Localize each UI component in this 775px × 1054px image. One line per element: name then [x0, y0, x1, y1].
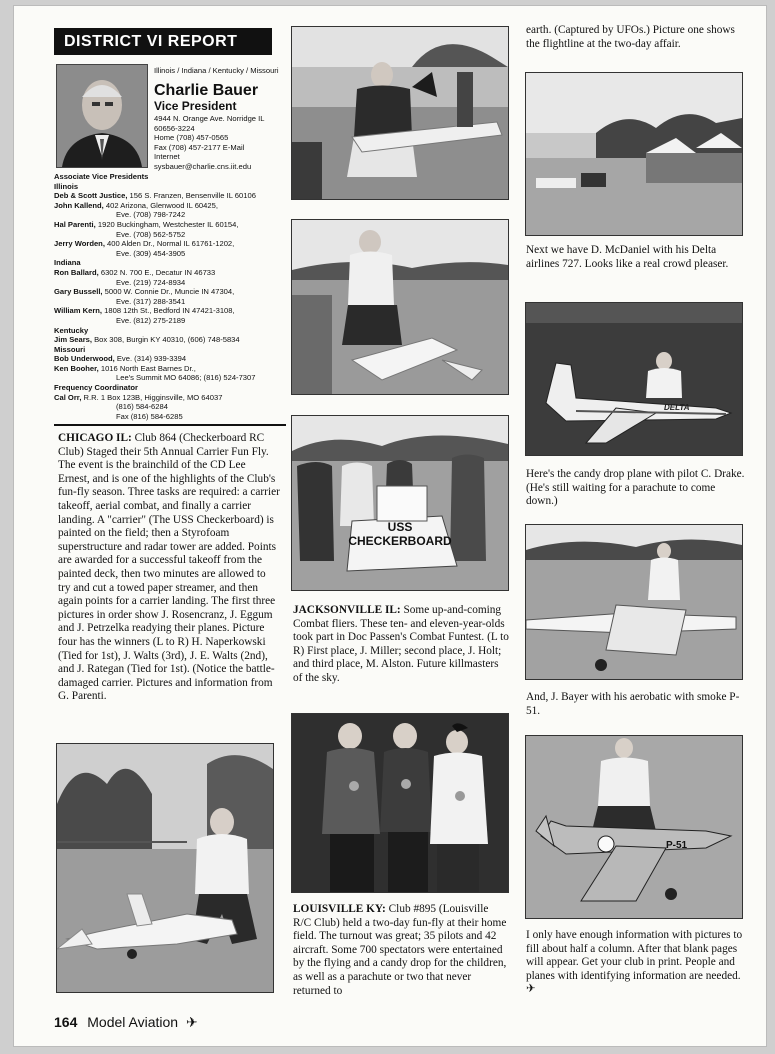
associate-vps	[54, 172, 286, 421]
vp-title: Vice President	[154, 99, 237, 113]
associate-name: Ken Booher,	[54, 363, 99, 373]
photo-eggum	[291, 219, 509, 395]
associate-line	[54, 268, 286, 278]
closing-body: I only have enough information with pictures to fill about half a column. After that blank pages will appear. Get your club in print. People and planes with identifying information are needed.	[526, 929, 743, 982]
chicago-article	[58, 432, 280, 704]
vp-states: Illinois / Indiana / Kentucky / Missouri	[154, 66, 279, 75]
jacksonville-article	[293, 604, 509, 686]
associate-detail: (816) 584-6284	[116, 402, 168, 412]
delta-label: DELTA	[664, 403, 690, 412]
associate-detail: 1808 12th St., Bedford IN 47421-3108,	[102, 306, 235, 316]
associate-state-heading: Missouri	[54, 344, 86, 354]
p51-label: P-51	[666, 840, 688, 851]
associate-detail: 156 S. Franzen, Bensenville IL 60106	[127, 191, 256, 201]
associate-name: Ron Ballard,	[54, 267, 99, 277]
plane-icon: ✈	[185, 1014, 198, 1030]
magazine-title: Model Aviation	[87, 1014, 179, 1030]
associate-name: Jerry Worden,	[54, 239, 105, 249]
photo-rosencranz	[291, 26, 509, 200]
associate-detail: Eve. (812) 275-2189	[116, 315, 186, 325]
associate-line	[54, 278, 286, 288]
associate-state-heading: Indiana	[54, 258, 81, 268]
associate-detail: Eve. (314) 939-3394	[114, 354, 187, 364]
associate-detail: 1016 North East Barnes Dr.,	[98, 363, 196, 373]
chicago-lead: CHICAGO IL:	[58, 432, 132, 444]
magazine-page	[14, 6, 766, 1046]
associate-line	[54, 402, 286, 412]
carrier-text-1: USS	[387, 520, 413, 534]
photo-uss-checkerboard	[291, 415, 509, 591]
louisville-article	[293, 903, 509, 998]
associate-line	[54, 335, 286, 345]
associate-name: William Kern,	[54, 306, 103, 316]
associate-line	[54, 201, 286, 211]
divider-rule	[54, 424, 286, 426]
candy-caption: Here's the candy drop plane with pilot C. Drake. (He's still waiting for a parachute to come down.)	[526, 468, 745, 508]
associate-line	[54, 239, 286, 249]
associate-line	[54, 287, 286, 297]
associate-line	[54, 297, 286, 307]
vp-address-1: 4944 N. Orange Ave. Norridge IL	[154, 114, 265, 123]
vp-email[interactable]: sysbauer@charlie.cns.iit.edu	[154, 161, 252, 171]
associate-state-heading: Kentucky	[54, 325, 89, 335]
photo-pilot-with-plane	[56, 743, 274, 993]
associate-state-heading: Frequency Coordinator	[54, 383, 138, 393]
associate-detail: R.R. 1 Box 123B, Higginsville, MO 64037	[81, 392, 223, 402]
associate-detail: Eve. (708) 798-7242	[116, 210, 186, 220]
mcdaniel-caption: Next we have D. McDaniel with his Delta airlines 727. Looks like a real crowd pleaser.	[526, 244, 729, 270]
associate-detail: Fax (816) 584-6285	[116, 411, 183, 421]
photo-combat-kids	[291, 713, 509, 893]
photo-flightline	[525, 72, 743, 236]
associate-name: Bob Underwood,	[54, 354, 115, 364]
jacksonville-body: Some up-and-coming Combat fliers. These ten- and eleven-year-olds took part in Doc Passen's Combat Funtest. (L to R) First place, J. Miller; second place, J. Holt; and third place, M. Alston. Future killmasters of the sky.	[293, 604, 509, 684]
associate-line	[54, 354, 286, 364]
associate-detail: 5000 W. Connie Dr., Muncie IN 47304,	[102, 287, 235, 297]
associate-detail: 6302 N. 700 E., Decatur IN 46733	[98, 267, 216, 277]
louisville-body: Club #895 (Louisville R/C Club) held a two-day fun-fly at their home field. The turnout was great; 35 pilots and 42 aircraft. Some 700 spectators were entertained by the flying and a candy drop for the children, as well as a parachute or two that never returned to	[293, 903, 507, 997]
carrier-text-2: CHECKERBOARD	[348, 534, 452, 548]
associate-name: Jim Sears,	[54, 335, 92, 345]
associate-state-heading: Illinois	[54, 181, 79, 191]
associate-name: Hal Parenti,	[54, 219, 96, 229]
associate-detail: Eve. (219) 724-8934	[116, 277, 186, 287]
associates-list	[54, 182, 286, 422]
photo-p51	[525, 735, 743, 919]
associate-detail: Box 308, Burgin KY 40310, (606) 748-5834	[92, 335, 240, 345]
page-number: 164	[54, 1014, 78, 1030]
chicago-body: Club 864 (Checkerboard RC Club) Staged their 5th Annual Carrier Fun Fly. The event is the brainchild of the CD Lee Ernest, and is one of the highlights of the Club's fun-fly season. Three tasks are required: a carrier takeoff, aerial combat, and finally a carrier landing. A "carrier" (The USS Checkerboard) is painted on the field; then a Styrofoam superstructure and radar tower are added. Points are awarded for a successful takeoff from the painted deck, then two minutes are allowed to try and cut a towed paper streamer, and then again points for a carrier landing. The first three pictures in order show J. Rosencranz, J. Eggum and J. Petrzelka readying their planes. Picture four has the winners (L to R) H. Naperkowski (Tied for 1st), J. Walts (3rd), J. E. Walts (2nd), and J. Rategan (Tied for 1st). (Notice the battle-damaged carrier. Pictures and information from G. Parenti.	[58, 432, 280, 703]
associate-line	[54, 249, 286, 259]
associate-line	[54, 210, 286, 220]
associate-name: Cal Orr,	[54, 392, 82, 402]
photo-delta-727	[525, 302, 743, 456]
associate-line	[54, 306, 286, 316]
associate-name: Gary Bussell,	[54, 287, 103, 297]
jacksonville-lead: JACKSONVILLE IL:	[293, 604, 401, 616]
associate-detail: 402 Arizona, Glenwood IL 60425,	[103, 200, 218, 210]
vp-address-2: 60656-3224	[154, 123, 195, 133]
associate-detail: Lee's Summit MO 64086; (816) 524-7307	[116, 373, 256, 383]
closing-plane-icon: ✈	[526, 983, 536, 996]
closing-text	[526, 929, 748, 997]
associate-name: John Kallend,	[54, 200, 104, 210]
associate-detail: 1920 Buckingham, Westchester IL 60154,	[95, 219, 239, 229]
associate-name: Deb & Scott Justice,	[54, 191, 128, 201]
associate-line	[54, 230, 286, 240]
vp-home-phone: Home (708) 457-0565	[154, 133, 229, 143]
associate-line	[54, 191, 286, 201]
vp-contact	[154, 114, 288, 172]
associate-detail: Eve. (708) 562-5752	[116, 229, 186, 239]
louisville-lead: LOUISVILLE KY:	[293, 903, 386, 915]
vp-fax: Fax (708) 457-2177 E-Mail	[154, 142, 245, 152]
associates-heading: Associate Vice Presidents	[54, 172, 149, 181]
associate-line	[54, 373, 286, 383]
associate-detail: 400 Alden Dr., Normal IL 61761-1202,	[104, 239, 235, 249]
louisville-continued: earth. (Captured by UFOs.) Picture one shows the flightline at the two-day affair.	[526, 24, 735, 50]
page-footer	[54, 1014, 198, 1031]
vp-internet: Internet	[154, 152, 180, 162]
photo-candy-drop-plane	[525, 524, 743, 680]
bayer-caption: And, J. Bayer with his aerobatic with smoke P-51.	[526, 691, 740, 717]
vp-name: Charlie Bauer	[154, 82, 259, 99]
associate-line	[54, 220, 286, 230]
associate-line	[54, 316, 286, 326]
section-banner: DISTRICT VI REPORT	[54, 28, 272, 55]
vp-portrait	[56, 64, 148, 168]
associate-detail: Eve. (309) 454-3905	[116, 248, 186, 258]
associate-detail: Eve. (317) 288-3541	[116, 296, 186, 306]
associate-line	[54, 412, 286, 422]
associate-line	[54, 364, 286, 374]
associate-line	[54, 393, 286, 403]
